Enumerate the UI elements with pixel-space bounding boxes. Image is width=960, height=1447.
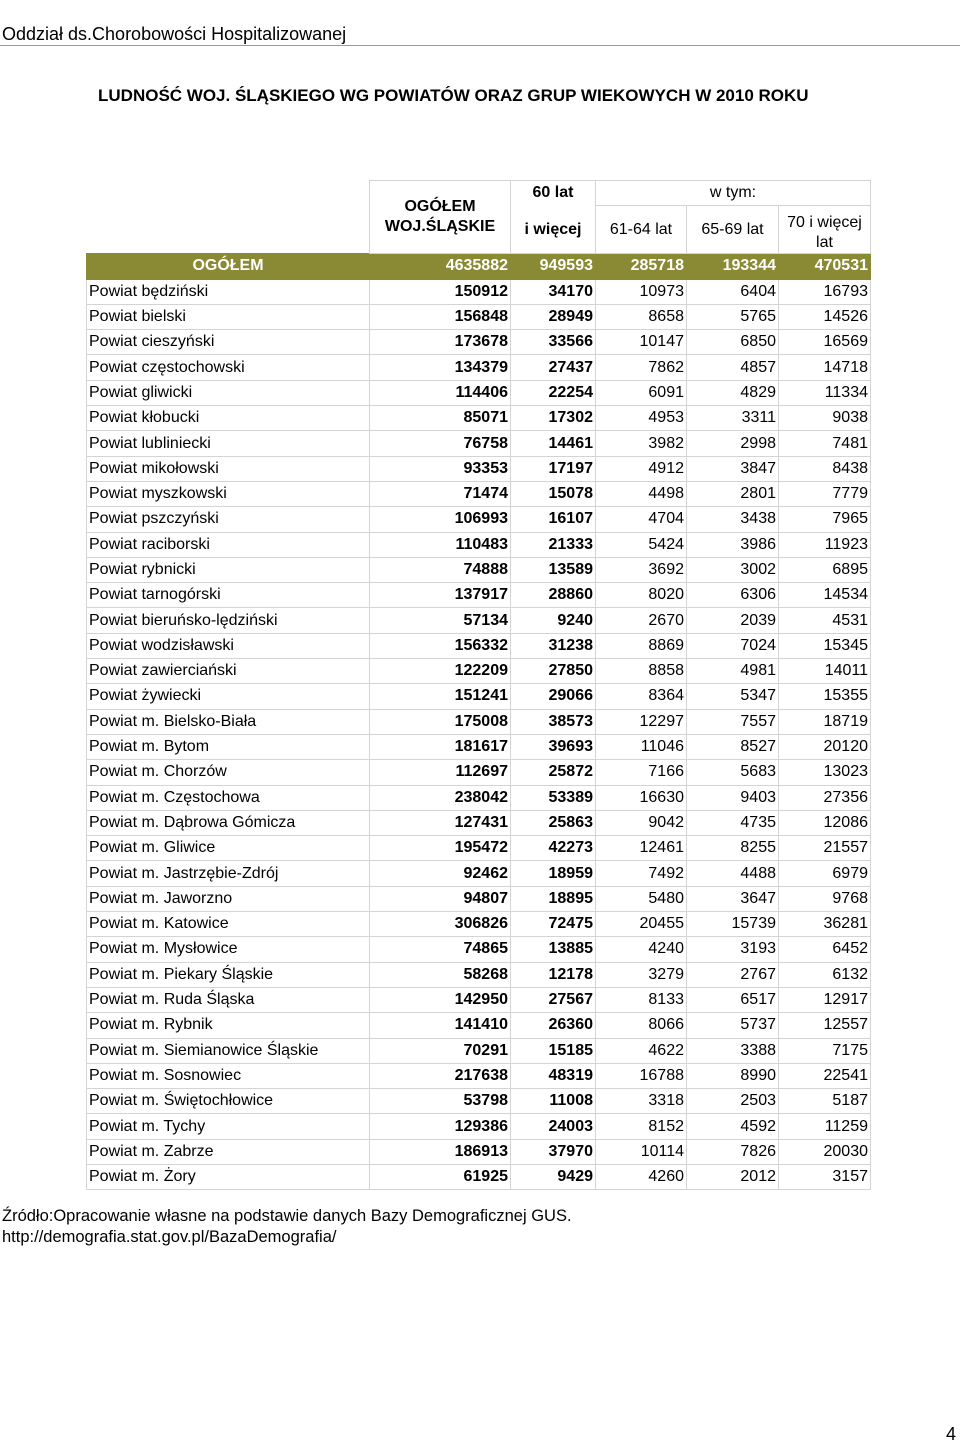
table-row [87,608,871,633]
header-61-64: 61-64 lat [596,206,687,254]
cell-65-69: 2801 [687,481,779,506]
cell-total: 74888 [370,557,511,582]
cell-61-64: 20455 [596,912,687,937]
cell-70-plus: 14718 [779,355,871,380]
cell-over60: 24003 [511,1114,596,1139]
cell-total: 94807 [370,886,511,911]
cell-70-plus: 9768 [779,886,871,911]
cell-61-64: 4704 [596,507,687,532]
row-name: Powiat m. Bielsko-Biała [87,709,370,734]
row-name: Powiat m. Zabrze [87,1139,370,1164]
cell-65-69: 2012 [687,1164,779,1189]
cell-total: 129386 [370,1114,511,1139]
cell-65-69: 3986 [687,532,779,557]
cell-65-69: 6404 [687,279,779,304]
cell-70-plus: 27356 [779,785,871,810]
cell-over60: 53389 [511,785,596,810]
row-name: Powiat bielski [87,304,370,329]
cell-70-plus: 21557 [779,836,871,861]
cell-65-69: 15739 [687,912,779,937]
cell-61-64: 5480 [596,886,687,911]
cell-61-64: 8869 [596,633,687,658]
row-name: Powiat tarnogórski [87,583,370,608]
cell-70-plus: 6895 [779,557,871,582]
row-name: Powiat mikołowski [87,456,370,481]
cell-61-64: 3318 [596,1089,687,1114]
cell-61-64: 10147 [596,330,687,355]
cell-over60: 13589 [511,557,596,582]
cell-over60: 34170 [511,279,596,304]
cell-61-64: 4912 [596,456,687,481]
cell-61-64: 10114 [596,1139,687,1164]
row-name: Powiat żywiecki [87,684,370,709]
cell-total: 151241 [370,684,511,709]
cell-total: 186913 [370,1139,511,1164]
cell-total: 150912 [370,279,511,304]
cell-over60: 28860 [511,583,596,608]
cell-total: 141410 [370,1013,511,1038]
table-row [87,456,871,481]
cell-total: 61925 [370,1164,511,1189]
cell-total: 195472 [370,836,511,861]
population-table [86,180,871,1190]
cell-total: 134379 [370,355,511,380]
cell-70-plus: 16793 [779,279,871,304]
cell-70-plus: 14011 [779,659,871,684]
cell-over60: 17197 [511,456,596,481]
cell-61-64: 6091 [596,380,687,405]
row-name: Powiat m. Częstochowa [87,785,370,810]
cell-70-plus: 3157 [779,1164,871,1189]
cell-70-plus: 15355 [779,684,871,709]
row-name: Powiat lubliniecki [87,431,370,456]
cell-65-69: 6517 [687,987,779,1012]
cell-70-plus: 18719 [779,709,871,734]
cell-total: 93353 [370,456,511,481]
cell-61-64: 3692 [596,557,687,582]
cell-70-plus: 13023 [779,760,871,785]
row-name: Powiat cieszyński [87,330,370,355]
cell-61-64: 7862 [596,355,687,380]
header-60-bottom: i więcej [511,206,596,254]
row-name: Powiat m. Żory [87,1164,370,1189]
table-row [87,532,871,557]
cell-65-69: 2039 [687,608,779,633]
cell-65-69: 6306 [687,583,779,608]
cell-61-64: 16788 [596,1063,687,1088]
table-row [87,836,871,861]
cell-70-plus: 7481 [779,431,871,456]
header-60-top: 60 lat [511,181,596,206]
cell-65-69: 4857 [687,355,779,380]
cell-65-69: 3311 [687,406,779,431]
cell-70-plus: 36281 [779,912,871,937]
cell-61-64: 12297 [596,709,687,734]
cell-61-64: 5424 [596,532,687,557]
cell-total: 181617 [370,734,511,759]
cell-over60: 17302 [511,406,596,431]
cell-61-64: 8066 [596,1013,687,1038]
cell-65-69: 5347 [687,684,779,709]
table-row [87,1038,871,1063]
cell-over60: 42273 [511,836,596,861]
cell-65-69: 5765 [687,304,779,329]
cell-total: 142950 [370,987,511,1012]
table-row [87,330,871,355]
cell-61-64: 3982 [596,431,687,456]
table-row [87,937,871,962]
table-row [87,1139,871,1164]
cell-total: 122209 [370,659,511,684]
cell-over60: 15078 [511,481,596,506]
cell-61-64: 12461 [596,836,687,861]
row-name: Powiat m. Siemianowice Śląskie [87,1038,370,1063]
cell-over60: 26360 [511,1013,596,1038]
cell-over60: 48319 [511,1063,596,1088]
cell-65-69: 6850 [687,330,779,355]
cell-65-69: 8255 [687,836,779,861]
row-name: Powiat m. Gliwice [87,836,370,861]
cell-70-plus: 7779 [779,481,871,506]
cell-65-69: 7557 [687,709,779,734]
table-row [87,684,871,709]
row-name: Powiat m. Katowice [87,912,370,937]
table-row [87,1114,871,1139]
row-name: Powiat pszczyński [87,507,370,532]
row-name: Powiat częstochowski [87,355,370,380]
cell-over60: 11008 [511,1089,596,1114]
cell-over60: 28949 [511,304,596,329]
table-row [87,481,871,506]
cell-65-69: 3002 [687,557,779,582]
row-name: Powiat gliwicki [87,380,370,405]
row-name: Powiat m. Chorzów [87,760,370,785]
cell-over60: 27567 [511,987,596,1012]
cell-65-69: 5737 [687,1013,779,1038]
cell-70-plus: 20120 [779,734,871,759]
cell-total: 173678 [370,330,511,355]
cell-over60: 29066 [511,684,596,709]
cell-61-64: 3279 [596,962,687,987]
row-name: Powiat m. Bytom [87,734,370,759]
cell-total: 85071 [370,406,511,431]
cell-61-64: 9042 [596,810,687,835]
table-row [87,886,871,911]
table-row [87,1089,871,1114]
row-name: Powiat m. Świętochłowice [87,1089,370,1114]
cell-70-plus: 12917 [779,987,871,1012]
cell-65-69: 8990 [687,1063,779,1088]
header-70-plus [779,206,871,254]
source-note [2,1206,572,1248]
table-row [87,987,871,1012]
cell-61-64: 4240 [596,937,687,962]
total-name: OGÓŁEM [87,254,370,279]
row-name: Powiat kłobucki [87,406,370,431]
cell-70-plus: 14534 [779,583,871,608]
page-number: 4 [945,1424,956,1444]
cell-total: 175008 [370,709,511,734]
cell-61-64: 8364 [596,684,687,709]
cell-total: 217638 [370,1063,511,1088]
cell-over60: 18959 [511,861,596,886]
cell-61-64: 11046 [596,734,687,759]
row-name: Powiat rybnicki [87,557,370,582]
cell-over60: 25872 [511,760,596,785]
cell-over60: 39693 [511,734,596,759]
cell-70-plus: 9038 [779,406,871,431]
cell-over60: 27850 [511,659,596,684]
cell-61-64: 10973 [596,279,687,304]
cell-61-64: 2670 [596,608,687,633]
table-row [87,557,871,582]
cell-70-plus: 11334 [779,380,871,405]
cell-61-64: 4953 [596,406,687,431]
cell-70-plus: 6452 [779,937,871,962]
cell-over60: 21333 [511,532,596,557]
document-title: LUDNOŚĆ WOJ. ŚLĄSKIEGO WG POWIATÓW ORAZ GRUP WIEKOWYCH W 2010 ROKU [98,86,809,105]
cell-over60: 15185 [511,1038,596,1063]
cell-61-64: 4260 [596,1164,687,1189]
table-row [87,279,871,304]
header-65-69: 65-69 lat [687,206,779,254]
table-row [87,633,871,658]
table-row [87,760,871,785]
table-row [87,785,871,810]
cell-61-64: 4498 [596,481,687,506]
table-row [87,659,871,684]
row-name: Powiat m. Piekary Śląskie [87,962,370,987]
cell-70-plus: 12086 [779,810,871,835]
cell-65-69: 9403 [687,785,779,810]
cell-70-plus: 11923 [779,532,871,557]
row-name: Powiat m. Dąbrowa Gómicza [87,810,370,835]
cell-over60: 22254 [511,380,596,405]
total-70-plus: 470531 [779,254,871,279]
cell-over60: 9240 [511,608,596,633]
cell-70-plus: 16569 [779,330,871,355]
cell-65-69: 8527 [687,734,779,759]
row-name: Powiat m. Ruda Śląska [87,987,370,1012]
row-name: Powiat m. Jastrzębie-Zdrój [87,861,370,886]
cell-total: 238042 [370,785,511,810]
row-name: Powiat myszkowski [87,481,370,506]
row-name: Powiat raciborski [87,532,370,557]
row-name: Powiat wodzisławski [87,633,370,658]
table-row [87,709,871,734]
header-total [370,181,511,254]
source-line-1: Źródło:Opracowanie własne na podstawie danych Bazy Demograficznej GUS. [2,1207,572,1225]
total-total: 4635882 [370,254,511,279]
cell-65-69: 2503 [687,1089,779,1114]
cell-total: 53798 [370,1089,511,1114]
cell-over60: 38573 [511,709,596,734]
cell-over60: 25863 [511,810,596,835]
cell-over60: 16107 [511,507,596,532]
cell-total: 306826 [370,912,511,937]
table-row [87,912,871,937]
cell-65-69: 4592 [687,1114,779,1139]
table-body [87,254,871,1190]
cell-65-69: 4829 [687,380,779,405]
cell-65-69: 4981 [687,659,779,684]
cell-61-64: 7492 [596,861,687,886]
table-row [87,583,871,608]
cell-65-69: 4735 [687,810,779,835]
table-row [87,431,871,456]
cell-61-64: 8020 [596,583,687,608]
cell-65-69: 3388 [687,1038,779,1063]
department-label: Oddział ds.Chorobowości Hospitalizowanej [2,24,347,44]
cell-61-64: 8858 [596,659,687,684]
cell-total: 92462 [370,861,511,886]
cell-over60: 33566 [511,330,596,355]
source-link[interactable]: http://demografia.stat.gov.pl/BazaDemografia/ [2,1228,337,1246]
page-header [0,22,960,46]
cell-70-plus: 22541 [779,1063,871,1088]
row-name: Powiat bieruńsko-lędziński [87,608,370,633]
cell-70-plus: 8438 [779,456,871,481]
row-name: Powiat m. Rybnik [87,1013,370,1038]
cell-61-64: 4622 [596,1038,687,1063]
cell-total: 74865 [370,937,511,962]
cell-over60: 31238 [511,633,596,658]
cell-total: 70291 [370,1038,511,1063]
cell-70-plus: 7965 [779,507,871,532]
cell-total: 156848 [370,304,511,329]
cell-65-69: 7826 [687,1139,779,1164]
cell-total: 58268 [370,962,511,987]
cell-61-64: 8658 [596,304,687,329]
total-65-69: 193344 [687,254,779,279]
cell-70-plus: 7175 [779,1038,871,1063]
cell-61-64: 7166 [596,760,687,785]
row-name: Powiat m. Sosnowiec [87,1063,370,1088]
cell-70-plus: 4531 [779,608,871,633]
cell-70-plus: 5187 [779,1089,871,1114]
cell-over60: 72475 [511,912,596,937]
cell-61-64: 16630 [596,785,687,810]
header-blank-cell [87,181,370,254]
row-name: Powiat m. Tychy [87,1114,370,1139]
cell-over60: 12178 [511,962,596,987]
cell-70-plus: 6979 [779,861,871,886]
cell-over60: 37970 [511,1139,596,1164]
cell-61-64: 8152 [596,1114,687,1139]
cell-total: 137917 [370,583,511,608]
cell-total: 106993 [370,507,511,532]
cell-70-plus: 14526 [779,304,871,329]
cell-65-69: 3438 [687,507,779,532]
cell-65-69: 2767 [687,962,779,987]
header-70-label: 70 i więcej lat [787,214,862,252]
row-name: Powiat m. Mysłowice [87,937,370,962]
row-name: Powiat m. Jaworzno [87,886,370,911]
table-row [87,734,871,759]
cell-over60: 9429 [511,1164,596,1189]
table-row [87,406,871,431]
cell-70-plus: 15345 [779,633,871,658]
table-row [87,1063,871,1088]
row-name: Powiat zawierciański [87,659,370,684]
header-group: w tym: [596,181,871,206]
cell-70-plus: 20030 [779,1139,871,1164]
table-row [87,304,871,329]
cell-65-69: 3847 [687,456,779,481]
table-row [87,1164,871,1189]
cell-total: 127431 [370,810,511,835]
cell-total: 156332 [370,633,511,658]
cell-65-69: 3647 [687,886,779,911]
cell-over60: 14461 [511,431,596,456]
cell-total: 71474 [370,481,511,506]
table-row [87,1013,871,1038]
cell-total: 76758 [370,431,511,456]
cell-total: 57134 [370,608,511,633]
cell-70-plus: 11259 [779,1114,871,1139]
table-row [87,861,871,886]
row-name: Powiat będziński [87,279,370,304]
table-row [87,507,871,532]
table-row [87,380,871,405]
cell-65-69: 4488 [687,861,779,886]
cell-over60: 13885 [511,937,596,962]
header-total-label: OGÓŁEM WOJ.ŚLĄSKIE [384,198,496,236]
cell-61-64: 8133 [596,987,687,1012]
cell-total: 112697 [370,760,511,785]
table-row [87,962,871,987]
cell-65-69: 5683 [687,760,779,785]
cell-total: 114406 [370,380,511,405]
cell-70-plus: 12557 [779,1013,871,1038]
cell-over60: 18895 [511,886,596,911]
table-row [87,810,871,835]
cell-over60: 27437 [511,355,596,380]
cell-65-69: 7024 [687,633,779,658]
total-over60: 949593 [511,254,596,279]
cell-65-69: 2998 [687,431,779,456]
cell-65-69: 3193 [687,937,779,962]
total-row [87,254,871,279]
cell-70-plus: 6132 [779,962,871,987]
table-row [87,355,871,380]
total-61-64: 285718 [596,254,687,279]
cell-total: 110483 [370,532,511,557]
